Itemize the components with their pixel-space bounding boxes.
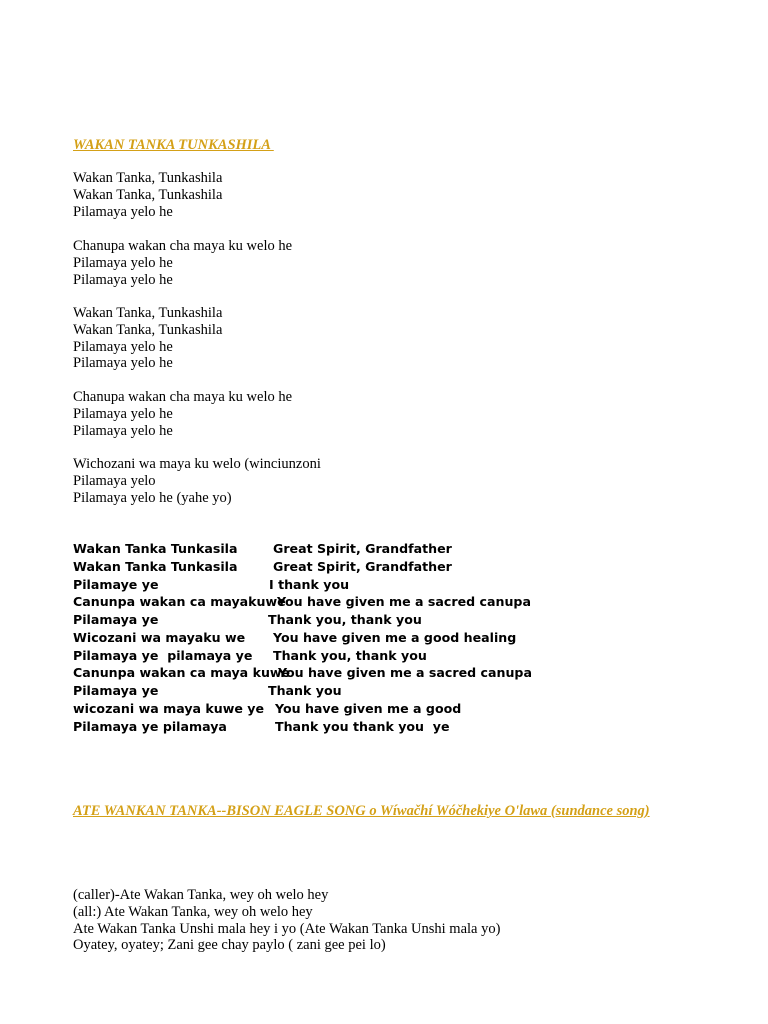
- english-text: Thank you thank you ye: [275, 718, 450, 734]
- lyrics-bison-eagle-song: [73, 887, 500, 954]
- english-text: You have given me a sacred canupa: [277, 594, 531, 610]
- english-text: You have given me a sacred canupa: [278, 665, 532, 681]
- lyric-line: Pilamaya yelo he: [73, 254, 173, 271]
- song-title-wakan-tanka-tunkashila: WAKAN TANKA TUNKASHILA: [73, 137, 274, 153]
- translation-row: [73, 700, 462, 718]
- lyric-line: Pilamaya yelo he: [73, 355, 173, 372]
- english-text: You have given me a good: [275, 700, 462, 716]
- lyric-line: Pilamaya yelo he: [73, 203, 173, 220]
- lakota-text: Wakan Tanka Tunkasila: [73, 558, 238, 574]
- english-text: Thank you: [268, 683, 342, 698]
- song-title-bison-eagle-song: ATE WANKAN TANKA--BISON EAGLE SONG o Wíwačhí Wóčhekiye O'lawa (sundance song): [73, 803, 650, 819]
- lakota-text: Pilamaye ye: [73, 576, 159, 592]
- lyric-line: Wichozani wa maya ku welo (winciunzoni: [73, 456, 321, 472]
- english-text: Great Spirit, Grandfather: [273, 541, 452, 556]
- lyric-line: Ate Wakan Tanka Unshi mala hey i yo (Ate Wakan Tanka Unshi mala yo): [73, 920, 501, 937]
- translation-row: [73, 576, 350, 594]
- translation-row: [73, 682, 342, 700]
- lyrics-stanza-4: [73, 389, 292, 439]
- translation-row: [73, 664, 532, 682]
- lyrics-stanza-2: [73, 238, 292, 288]
- translation-row: [73, 629, 517, 647]
- lyric-line: (all:) Ate Wakan Tanka, wey oh welo hey: [73, 903, 313, 920]
- translation-row: [73, 558, 452, 576]
- lyric-line: Wakan Tanka, Tunkashila: [73, 321, 223, 338]
- english-text: Thank you, thank you: [268, 612, 422, 627]
- lyrics-stanza-1: [73, 170, 222, 220]
- lyrics-stanza-5: [73, 456, 321, 506]
- lyrics-stanza-3: [73, 305, 222, 372]
- lakota-text: wicozani wa maya kuwe ye: [73, 700, 265, 716]
- lyric-line: Pilamaya yelo he: [73, 338, 173, 355]
- lyric-line: Pilamaya yelo: [73, 472, 156, 489]
- lyric-line: Wakan Tanka, Tunkashila: [73, 170, 223, 186]
- lakota-text: Canunpa wakan ca maya kuwe: [73, 665, 291, 681]
- lyric-line: Chanupa wakan cha maya ku welo he: [73, 238, 293, 254]
- lakota-text: Pilamaya ye pilamaya: [73, 718, 227, 734]
- english-text: Great Spirit, Grandfather: [273, 558, 452, 574]
- lakota-text: Wakan Tanka Tunkasila: [73, 541, 238, 556]
- lyric-line: Chanupa wakan cha maya ku welo he: [73, 389, 293, 405]
- lyric-line: Wakan Tanka, Tunkashila: [73, 186, 223, 203]
- lyric-line: Pilamaya yelo he (yahe yo): [73, 489, 232, 506]
- english-text: Thank you, thank you: [273, 647, 427, 663]
- lyric-line: (caller)-Ate Wakan Tanka, wey oh welo hey: [73, 887, 329, 903]
- translation-row: [73, 718, 450, 736]
- translation-row: [73, 593, 531, 611]
- lyric-line: Pilamaya yelo he: [73, 422, 173, 439]
- lakota-text: Pilamaya ye pilamaya ye: [73, 647, 253, 663]
- english-text: I thank you: [269, 576, 350, 592]
- lakota-text: Canunpa wakan ca mayakuwe: [73, 594, 286, 610]
- translation-row: [73, 540, 452, 558]
- translation-row: [73, 611, 422, 629]
- lakota-text: Pilamaya ye: [73, 612, 159, 627]
- lyric-line: Wakan Tanka, Tunkashila: [73, 305, 223, 321]
- lakota-text: Pilamaya ye: [73, 683, 159, 698]
- translation-table: [73, 540, 532, 735]
- translation-row: [73, 647, 427, 665]
- lakota-text: Wicozani wa mayaku we: [73, 629, 246, 645]
- lyric-line: Pilamaya yelo he: [73, 405, 173, 422]
- lyric-line: Pilamaya yelo he: [73, 271, 173, 288]
- lyric-line: Oyatey, oyatey; Zani gee chay paylo ( zani gee pei lo): [73, 937, 386, 954]
- english-text: You have given me a good healing: [273, 629, 517, 645]
